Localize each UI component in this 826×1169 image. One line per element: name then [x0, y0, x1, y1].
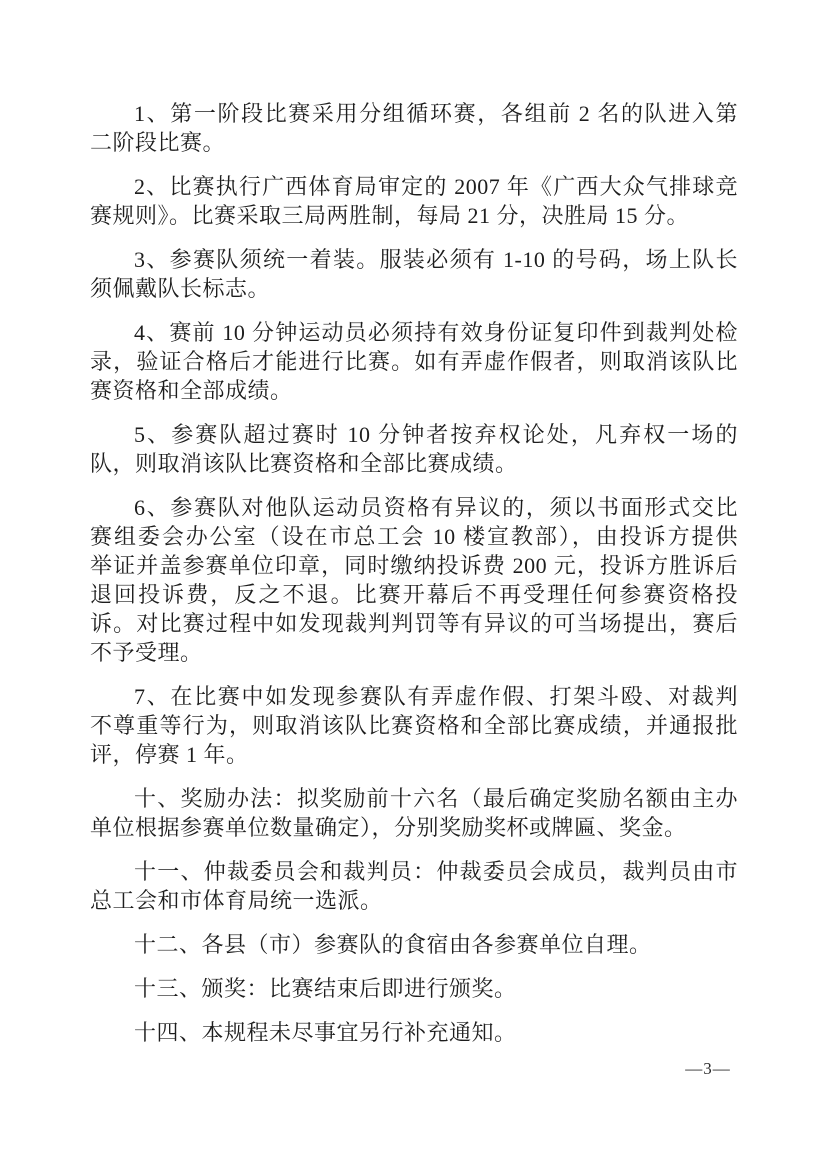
page-number: —3— — [685, 1059, 731, 1078]
paragraph-line: 二阶段比赛。 — [90, 130, 226, 155]
paragraph — [90, 318, 738, 405]
paragraph-line: 十二、各县（市）参赛队的食宿由各参赛单位自理。 — [134, 932, 652, 957]
paragraph-line: 赛规则》。比赛采取三局两胜制，每局 21 分，决胜局 15 分。 — [90, 203, 690, 228]
paragraph-line: 须佩戴队长标志。 — [90, 276, 271, 301]
paragraph — [90, 857, 738, 915]
paragraph-line: 1、第一阶段比赛采用分组循环赛，各组前 2 名的队进入第 — [134, 101, 738, 126]
paragraph-line: 不予受理。 — [90, 640, 203, 665]
paragraph-line: 2、比赛执行广西体育局审定的 2007 年《广西大众气排球竞 — [134, 174, 738, 199]
paragraph — [90, 172, 738, 230]
paragraph — [90, 245, 738, 303]
paragraph-line: 赛组委会办公室（设在市总工会 10 楼宣教部），由投诉方提供 — [90, 524, 738, 549]
paragraph — [90, 784, 738, 842]
paragraph — [90, 420, 738, 478]
paragraph-line: 6、参赛队对他队运动员资格有异议的，须以书面形式交比 — [134, 495, 738, 520]
paragraph-line: 评，停赛 1 年。 — [90, 742, 249, 767]
paragraph — [90, 682, 738, 769]
paragraph-line: 录，验证合格后才能进行比赛。如有弄虚作假者，则取消该队比 — [90, 349, 738, 374]
paragraph — [90, 493, 738, 667]
paragraph-line: 举证并盖参赛单位印章，同时缴纳投诉费 200 元，投诉方胜诉后 — [90, 553, 738, 578]
paragraph — [90, 930, 738, 959]
paragraph-line: 退回投诉费，反之不退。比赛开幕后不再受理任何参赛资格投 — [90, 582, 738, 607]
paragraph-line: 5、参赛队超过赛时 10 分钟者按弃权论处，凡弃权一场的 — [134, 422, 738, 447]
paragraph — [90, 1018, 738, 1047]
paragraph-line: 单位根据参赛单位数量确定），分别奖励奖杯或牌匾、奖金。 — [90, 815, 687, 840]
paragraph-line: 7、在比赛中如发现参赛队有弄虚作假、打架斗殴、对裁判 — [134, 684, 738, 709]
document-body — [90, 99, 738, 1047]
paragraph-line: 3、参赛队须统一着装。服装必须有 1-10 的号码，场上队长 — [134, 247, 738, 272]
paragraph-line: 十四、本规程未尽事宜另行补充通知。 — [134, 1020, 517, 1045]
paragraph-line: 十、奖励办法：拟奖励前十六名（最后确定奖励名额由主办 — [134, 786, 738, 811]
paragraph — [90, 99, 738, 157]
paragraph-line: 队，则取消该队比赛资格和全部比赛成绩。 — [90, 451, 518, 476]
paragraph-line: 赛资格和全部成绩。 — [90, 378, 293, 403]
paragraph — [90, 974, 738, 1003]
paragraph-line: 4、赛前 10 分钟运动员必须持有效身份证复印件到裁判处检 — [134, 320, 738, 345]
paragraph-line: 十一、仲裁委员会和裁判员：仲裁委员会成员，裁判员由市 — [134, 859, 738, 884]
paragraph-line: 总工会和市体育局统一选派。 — [90, 888, 383, 913]
paragraph-line: 诉。对比赛过程中如发现裁判判罚等有异议的可当场提出，赛后 — [90, 611, 738, 636]
paragraph-line: 不尊重等行为，则取消该队比赛资格和全部比赛成绩，并通报批 — [90, 713, 738, 738]
paragraph-line: 十三、颁奖：比赛结束后即进行颁奖。 — [134, 976, 517, 1001]
